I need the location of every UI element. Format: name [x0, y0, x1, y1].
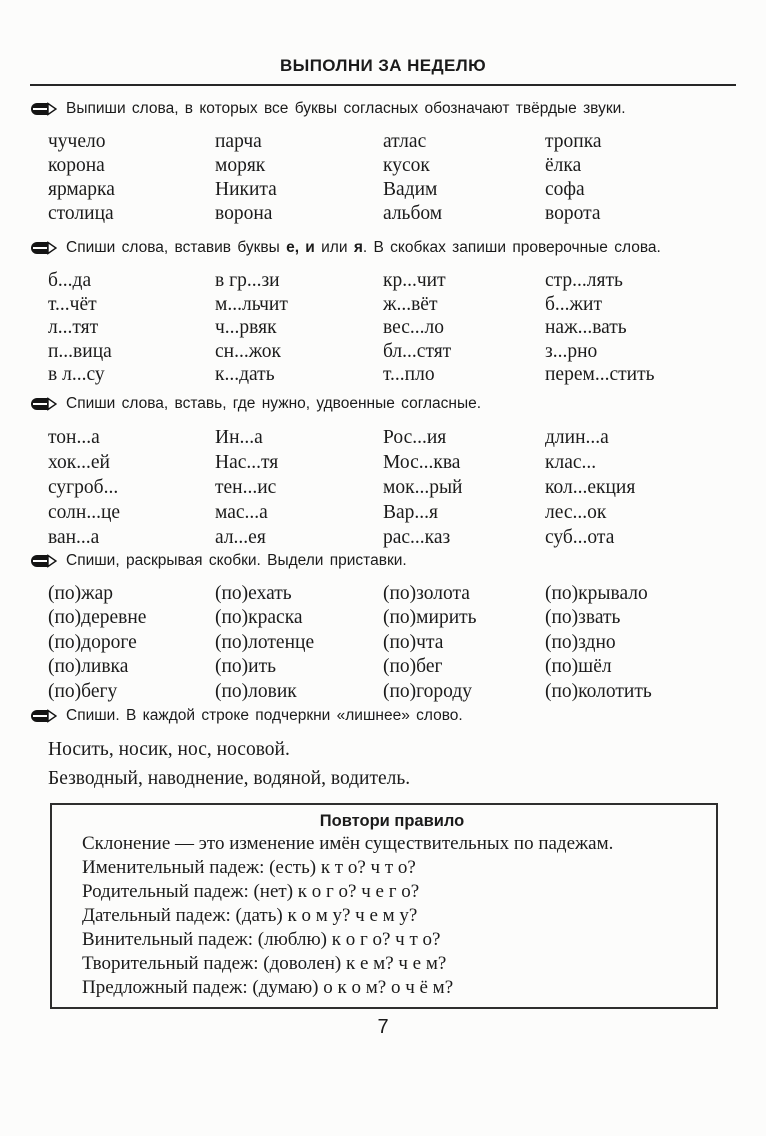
task-5-instruction-row: [30, 706, 736, 728]
word-item: (по)городу: [383, 680, 473, 702]
task-2-word-list: [48, 269, 736, 387]
pencil-icon: [30, 241, 57, 260]
word-item: (по)здно: [545, 631, 616, 653]
worksheet-page: [0, 56, 766, 1136]
task-1-word-list: [48, 130, 736, 226]
word-item: (по)звать: [545, 607, 621, 628]
word-item: в л...су: [48, 364, 105, 385]
pencil-icon: [30, 554, 57, 573]
rule-box: [50, 803, 718, 1009]
word-item: т...чёт: [48, 293, 97, 315]
sentence-line: Носить, носик, нос, носовой.: [48, 739, 290, 760]
instruction-segment: . В скобках запиши проверочные слова.: [362, 239, 661, 256]
word-item: л...тят: [48, 317, 99, 338]
word-item: перем...стить: [545, 364, 655, 385]
word-item: клас...: [545, 451, 597, 473]
word-item: (по)колотить: [545, 680, 652, 702]
word-item: ворона: [215, 203, 273, 224]
word-item: ёлка: [545, 155, 582, 176]
word-item: столица: [48, 203, 114, 224]
word-item: (по)деревне: [48, 607, 147, 628]
word-item: з...рно: [545, 340, 598, 362]
word-item: (по)бег: [383, 656, 443, 677]
rule-line: Предложный падеж: (думаю) о к о м? о ч ё м?: [82, 977, 454, 998]
instruction-bold-letters: я: [353, 239, 363, 256]
word-item: (по)ехать: [215, 582, 292, 604]
rule-line: Родительный падеж: (нет) к о г о? ч е г о?: [82, 881, 420, 902]
word-item: корона: [48, 155, 105, 176]
word-item: Вар...я: [383, 501, 439, 523]
task-1-instruction-row: [30, 99, 736, 121]
task-4: [30, 551, 736, 705]
task-3-word-list: [48, 425, 736, 550]
word-item: кол...екция: [545, 476, 636, 498]
pencil-icon: [30, 397, 57, 416]
instruction-segment: Спиши слова, вставив буквы: [66, 239, 287, 256]
pencil-icon: [30, 102, 57, 121]
word-item: ч...рвяк: [215, 317, 277, 338]
word-item: Мос...ква: [383, 451, 461, 473]
word-item: Нас...тя: [215, 451, 279, 473]
instruction-bold-letters: е, и: [286, 239, 315, 256]
word-item: длин...а: [545, 426, 609, 448]
word-item: ал...ея: [215, 526, 266, 548]
word-item: Никита: [215, 179, 277, 200]
task-3-instruction: Спиши слова, вставь, где нужно, удвоенные согласные.: [66, 394, 482, 412]
word-item: Вадим: [383, 179, 438, 200]
word-item: (по)краска: [215, 607, 303, 628]
page-title: ВЫПОЛНИ ЗА НЕДЕЛЮ: [279, 56, 487, 75]
word-item: (по)шёл: [545, 656, 612, 677]
rule-line: Винительный падеж: (люблю) к о г о? ч т о?: [82, 929, 441, 950]
word-item: т...пло: [383, 364, 435, 385]
word-item: солн...це: [48, 501, 121, 523]
word-item: Ин...а: [215, 426, 263, 448]
word-item: м...льчит: [215, 293, 288, 315]
word-item: к...дать: [215, 364, 275, 385]
word-item: (по)ить: [215, 656, 277, 677]
word-item: б...жит: [545, 293, 602, 315]
word-item: (по)дороге: [48, 631, 137, 653]
word-item: (по)бегу: [48, 680, 118, 702]
rule-line: Дательный падеж: (дать) к о м у? ч е м у?: [82, 905, 418, 926]
word-item: чучело: [48, 131, 106, 152]
word-item: кр...чит: [383, 270, 446, 291]
rule-box-title: Повтори правило: [319, 812, 465, 830]
word-item: лес...ок: [545, 501, 607, 523]
task-5-sentence-list: [48, 735, 736, 793]
word-item: (по)мирить: [383, 607, 477, 628]
word-item: альбом: [383, 203, 443, 224]
word-item: (по)золота: [383, 582, 470, 604]
task-5-instruction: Спиши. В каждой строке подчеркни «лишнее» слово.: [66, 707, 463, 724]
word-item: мас...а: [215, 501, 268, 523]
word-item: (по)лотенце: [215, 631, 315, 653]
task-4-word-list: [48, 582, 736, 705]
word-item: (по)крывало: [545, 582, 648, 604]
task-3: [30, 394, 736, 550]
word-item: Рос...ия: [383, 426, 447, 448]
word-item: ворота: [545, 203, 601, 224]
pencil-icon: [30, 709, 57, 728]
rule-line: Творительный падеж: (доволен) к е м? ч е м?: [82, 953, 447, 974]
word-item: тропка: [545, 131, 602, 152]
word-item: мок...рый: [383, 476, 463, 498]
rule-line: Склонение — это изменение имён существительных по падежам.: [82, 833, 614, 854]
word-item: (по)чта: [383, 631, 444, 653]
word-item: тен...ис: [215, 476, 277, 498]
word-item: б...да: [48, 270, 92, 291]
task-2-instruction-row: [30, 238, 736, 260]
word-item: сн...жок: [215, 340, 281, 362]
word-item: наж...вать: [545, 317, 627, 338]
word-item: (по)ловик: [215, 680, 297, 702]
word-item: суб...ота: [545, 526, 615, 548]
word-item: софа: [545, 179, 585, 200]
word-item: ван...а: [48, 526, 100, 548]
sentence-line: Безводный, наводнение, водяной, водитель.: [48, 768, 411, 789]
task-2-instruction: [66, 238, 736, 258]
word-item: атлас: [383, 131, 427, 152]
word-item: п...вица: [48, 340, 112, 362]
rule-line: Именительный падеж: (есть) к т о? ч т о?: [82, 857, 416, 878]
instruction-segment: или: [314, 239, 354, 256]
page-number: 7: [377, 1016, 389, 1038]
word-item: тон...а: [48, 426, 100, 448]
task-5: [30, 706, 736, 793]
word-item: (по)жар: [48, 582, 114, 604]
word-item: хок...ей: [48, 451, 110, 473]
word-item: (по)ливка: [48, 656, 129, 677]
rule-box-lines: [82, 832, 702, 1000]
word-item: ж...вёт: [383, 293, 438, 315]
word-item: моряк: [215, 155, 266, 176]
word-item: парча: [215, 131, 262, 152]
word-item: стр...лять: [545, 270, 623, 291]
word-item: рас...каз: [383, 526, 451, 548]
word-item: в гр...зи: [215, 270, 280, 291]
word-item: ярмарка: [48, 179, 115, 200]
task-1-instruction: Выпиши слова, в которых все буквы согласных обозначают твёрдые звуки.: [66, 100, 626, 117]
word-item: кусок: [383, 155, 430, 176]
word-item: вес...ло: [383, 317, 444, 338]
task-4-instruction: Спиши, раскрывая скобки. Выдели приставки.: [66, 551, 407, 569]
word-item: бл...стят: [383, 340, 452, 362]
page-header: [30, 56, 736, 86]
task-1: [30, 99, 736, 226]
word-item: сугроб...: [48, 476, 119, 498]
task-3-instruction-row: [30, 394, 736, 416]
task-2: [30, 238, 736, 387]
task-4-instruction-row: [30, 551, 736, 573]
